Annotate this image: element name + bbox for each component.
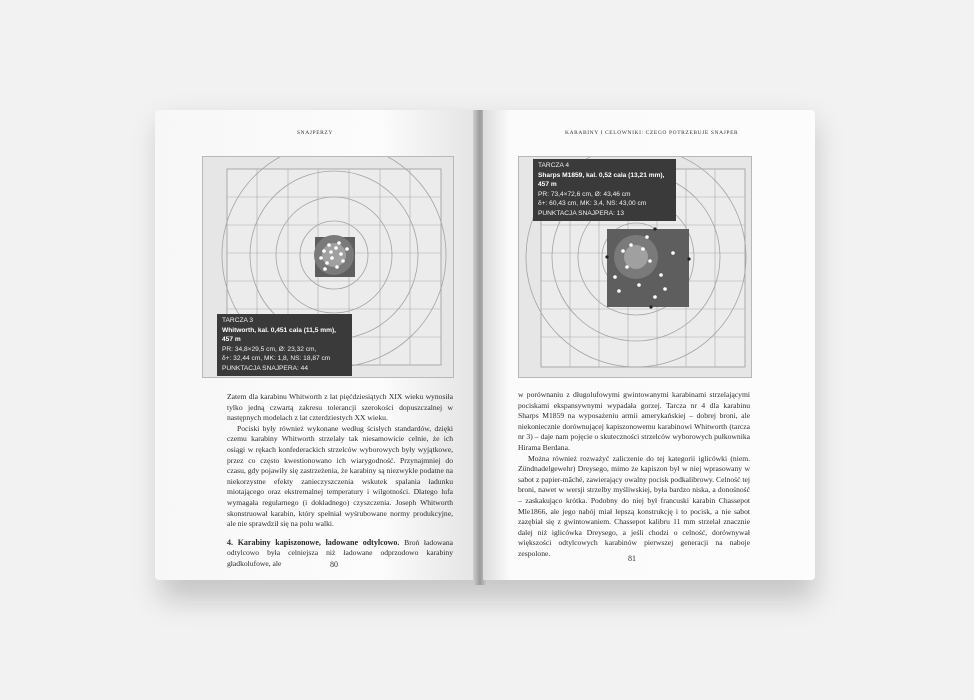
target-figure-left [202, 156, 454, 378]
left-page-number: 80 [330, 560, 338, 569]
target-4-rifle: Sharps M1859, kal. 0,52 cala (13,21 mm), 457 m [538, 171, 665, 189]
target-3-caption [217, 314, 352, 376]
right-page [483, 110, 815, 580]
target-4-score: PUNKTACJA SNAJPERA: 13 [538, 209, 624, 217]
right-paragraph-2: Można również rozważyć zaliczenie do tej kategorii iglicówki (niem. Zündnadelgewehr) Dreysego, mimo że kapiszon był w niej wprasowany w sabot z papier-mâché, zawierający owalny pocisk podkalibrowy. Celność tej broni, nawet w wersji strzelby myśliwskiej, była bardzo niska, a donośność – zaskakująco krótka. Podobny do niej był francuski karabin Chassepot Mle1866, ale jego nabój miał lepszą konstrukcję i to pocisk, a nie sabot zazębiał się z gwintowaniem. Chassepot kalibru 11 mm strzelał znacznie dalej niż iglicówka Dreysego, a jeśli chodzi o celność, dorównywał większości odtylcowych karabinów pierwszej generacji na naboje zespolone. [518, 453, 750, 558]
right-body-text [518, 390, 750, 560]
target-3-score: PUNKTACJA SNAJPERA: 44 [222, 364, 308, 372]
target-3-line2: δ+: 32,44 cm, MK: 1,8, NS: 18,87 cm [222, 355, 331, 363]
left-page [155, 110, 477, 580]
target-4-line1: PR: 73,4×72,6 cm, Ø: 43,46 cm [538, 190, 631, 198]
target-3-line1: PR: 34,8×29,5 cm, Ø: 23,32 cm, [222, 345, 317, 353]
right-paragraph-1: w porównaniu z długolufowymi gwintowanymi karabinami strzelającymi pociskami ekspansywnymi wypadała gorzej. Tarcza nr 4 dla karabinu Sharps M1859 na wyposażeniu armii amerykańskiej – dobrej broni, ale niekoniecznie dorównującej kapiszonowemu karabinowi Whitworth (tarcza nr 3) – daje nam pojęcie o skuteczności strzelców wyborowych pułkownika Hirama Berdana. [518, 390, 750, 452]
target-4-line2: δ+: 60,43 cm, MK: 3,4, NS: 43,00 cm [538, 200, 647, 208]
section-heading: 4. Karabiny kapiszonowe, ładowane odtylcowo. Broń ładowana odtylcowo była celniejsza niż ładowane odprzodowo karabiny gładkolufowe, ale [227, 537, 454, 568]
target-4-caption [533, 159, 676, 221]
left-running-head: SNAJPERZY [297, 130, 333, 136]
left-body-text [227, 392, 453, 570]
open-book [155, 110, 820, 600]
left-paragraph-1: Zatem dla karabinu Whitworth z lat pięćdziesiątych XIX wieku wynosiła tylko jedną czwartą zakresu tolerancji szerokości dopuszczalnej w następnych modelach z lat czterdziestych XX wieku. [227, 392, 453, 423]
target-3-rifle: Whitworth, kal. 0,451 cala (11,5 mm), 457 m [222, 326, 336, 344]
right-running-head: KARABINY I CELOWNIKI: CZEGO POTRZEBUJE SNAJPER [565, 130, 739, 136]
target-4-title: TARCZA 4 [538, 162, 570, 169]
target-figure-right [518, 156, 752, 378]
target-3-title: TARCZA 3 [222, 317, 254, 324]
left-paragraph-2: Pociski były również wykonane według ścisłych standardów, dzięki czemu karabiny Whitworth strzelały tak niesamowicie celnie, że ich osiągi w rękach konfederackich strzelców wyborowych były wyjątkowe, przez co często kwestionowano ich wiarygodność. Przynajmniej do czasu, gdy pojawiły się zastrzeżenia, że karabiny są niezwykle podatne na niekorzystne efekty zanieczyszczenia wskutek spalania ładunku miotającego oraz ekstremalnej temperatury i wilgotności. Dlatego lufa wymagała regularnego (i dokładnego) czyszczenia. Joseph Whitworth skonstruował karabin, który spełniał wyśrubowane normy produkcyjne, ale nie sprawdził się na polu walki. [227, 423, 453, 529]
right-page-number: 81 [628, 554, 636, 563]
